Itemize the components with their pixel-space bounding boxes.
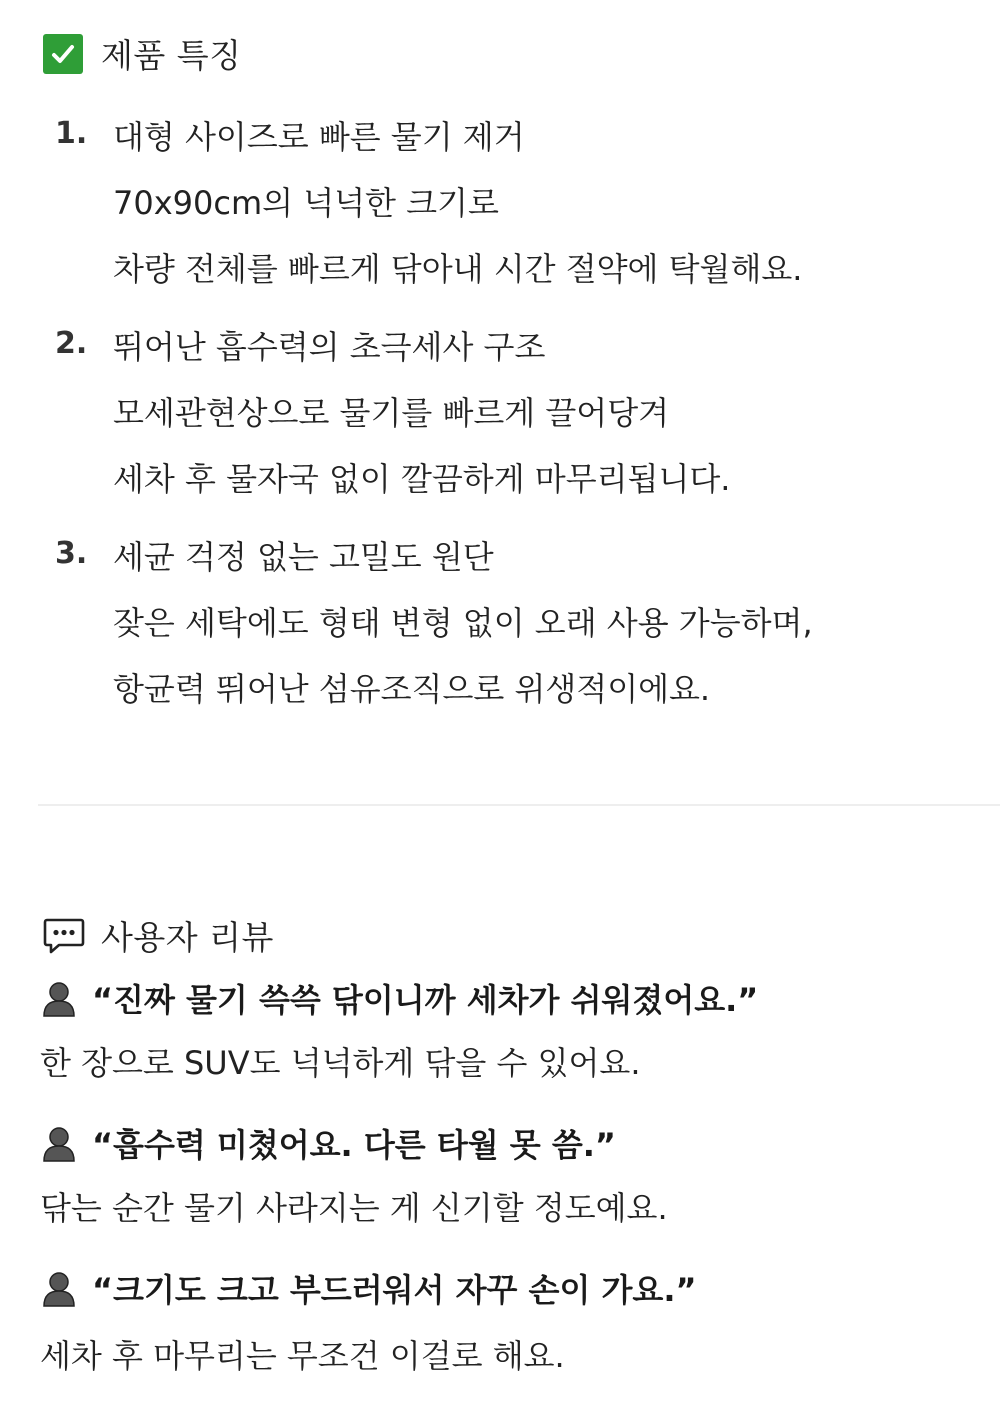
features-heading	[43, 30, 242, 77]
feature-number: 1.	[55, 116, 88, 151]
person-icon	[40, 1124, 78, 1162]
feature-number: 3.	[55, 536, 88, 571]
feature-title: 세균 걱정 없는 고밀도 원단	[113, 538, 494, 576]
feature-title: 뛰어난 흡수력의 초극세사 구조	[113, 328, 546, 366]
person-icon	[40, 979, 78, 1017]
features-title: 제품 특징	[101, 36, 242, 75]
feature-number: 2.	[55, 326, 88, 361]
reviews-heading	[43, 912, 274, 959]
review-quote-text: “흡수력 미쳤어요. 다른 타월 못 씀.”	[92, 1126, 616, 1164]
feature-line: 잦은 세탁에도 형태 변형 없이 오래 사용 가능하며,	[113, 604, 813, 642]
feature-line: 세차 후 물자국 없이 깔끔하게 마무리됩니다.	[113, 460, 731, 498]
speech-bubble-icon	[43, 917, 85, 955]
review-quote	[40, 1120, 616, 1166]
review-quote-text: “크기도 크고 부드러워서 자꾸 손이 가요.”	[92, 1271, 697, 1309]
review-body: 닦는 순간 물기 사라지는 게 신기할 정도예요.	[40, 1189, 668, 1227]
feature-line: 차량 전체를 빠르게 닦아내 시간 절약에 탁월해요.	[113, 250, 803, 288]
person-icon	[40, 1269, 78, 1307]
review-body: 세차 후 마무리는 무조건 이걸로 해요.	[40, 1337, 565, 1375]
review-quote	[40, 975, 758, 1021]
feature-line: 항균력 뛰어난 섬유조직으로 위생적이에요.	[113, 670, 711, 708]
feature-line: 모세관현상으로 물기를 빠르게 끌어당겨	[113, 394, 670, 432]
feature-line: 70x90cm의 넉넉한 크기로	[113, 184, 499, 222]
check-mark-icon	[43, 34, 83, 74]
reviews-title: 사용자 리뷰	[101, 918, 274, 957]
review-body: 한 장으로 SUV도 넉넉하게 닦을 수 있어요.	[40, 1044, 641, 1082]
review-quote	[40, 1265, 697, 1311]
feature-title: 대형 사이즈로 빠른 물기 제거	[113, 118, 525, 156]
review-quote-text: “진짜 물기 쓱쓱 닦이니까 세차가 쉬워졌어요.”	[92, 981, 759, 1019]
section-divider	[38, 804, 1000, 806]
